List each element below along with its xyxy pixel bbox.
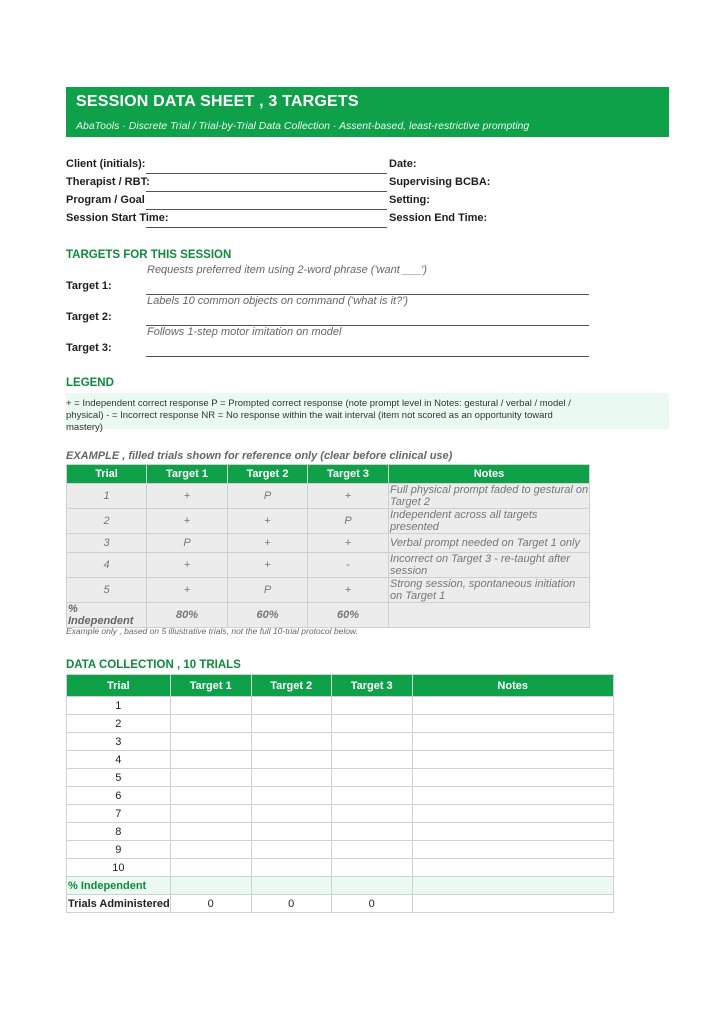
target3-input[interactable] [331,715,412,733]
target2-cell: P [228,484,308,509]
trial-number: 3 [67,733,171,751]
target-underline [146,356,589,357]
data-collection-table [66,674,614,913]
notes-input[interactable] [412,841,613,859]
col-header: Target 3 [331,675,412,697]
trial-number: 10 [67,859,171,877]
target1-cell: + [147,578,228,603]
target2-input[interactable] [251,823,331,841]
example-title: EXAMPLE , filled trials shown for reference only (clear before clinical use) [66,450,453,462]
col-header: Notes [412,675,613,697]
pct-row [67,603,590,628]
notes-input[interactable] [412,751,613,769]
sheet-title: SESSION DATA SHEET , 3 TARGETS [76,93,359,110]
target2-input[interactable] [251,787,331,805]
col-header: Target 3 [308,465,389,484]
trial-cell: 3 [67,534,147,553]
data-collection-heading: DATA COLLECTION , 10 TRIALS [66,659,241,671]
col-header: Target 1 [147,465,228,484]
target-label: Target 1: [66,280,112,292]
table-row [67,769,614,787]
notes-input[interactable] [412,805,613,823]
col-header: Trial [67,465,147,484]
target2-cell: + [228,553,308,578]
admin-target2: 0 [251,895,331,913]
pct-target1: 80% [147,603,228,628]
trial-number: 6 [67,787,171,805]
notes-cell: Strong session, spontaneous initiation on Target 1 [389,578,590,603]
target1-input[interactable] [170,841,251,859]
target3-input[interactable] [331,751,412,769]
table-row [67,805,614,823]
start-time-field[interactable] [146,227,387,228]
notes-cell: Verbal prompt needed on Target 1 only [389,534,590,553]
pct-target3: 60% [308,603,389,628]
end-time-label: Session End Time: [389,212,488,224]
pct-independent-row [67,877,614,895]
target1-input[interactable] [170,715,251,733]
trial-number: 8 [67,823,171,841]
target1-cell: + [147,553,228,578]
target1-input[interactable] [170,805,251,823]
col-header: Notes [389,465,590,484]
bcba-label: Supervising BCBA: [389,176,491,188]
table-row [67,787,614,805]
admin-notes [412,895,613,913]
trial-number: 2 [67,715,171,733]
col-header: Target 1 [170,675,251,697]
target2-cell: + [228,534,308,553]
table-row [67,578,590,603]
notes-cell: Full physical prompt faded to gestural on Target 2 [390,484,589,508]
col-header: Trial [67,675,171,697]
target3-cell: + [308,484,389,509]
target2-input[interactable] [251,715,331,733]
target3-input[interactable] [331,697,412,715]
notes-cell: Independent across all targets presented [389,509,590,534]
table-row [67,534,590,553]
target2-cell: P [228,578,308,603]
target-description: Follows 1-step motor imitation on model [147,326,342,338]
trial-number: 4 [67,751,171,769]
notes-input[interactable] [412,787,613,805]
col-header: Target 2 [251,675,331,697]
target2-input[interactable] [251,733,331,751]
table-row [67,751,614,769]
target1-input[interactable] [170,751,251,769]
target1-cell: P [147,534,228,553]
setting-label: Setting: [389,194,430,206]
start-time-label: Session Start Time: [66,212,169,224]
target3-cell: + [308,578,389,603]
admin-target1: 0 [170,895,251,913]
target2-input[interactable] [251,841,331,859]
header-banner [66,87,669,137]
target3-input[interactable] [331,769,412,787]
pct-target3 [331,877,412,895]
target2-input[interactable] [251,697,331,715]
target3-input[interactable] [331,841,412,859]
pct-notes [389,603,590,628]
pct-target2 [251,877,331,895]
trial-cell: 2 [67,509,147,534]
target3-cell: P [308,509,389,534]
target-label: Target 2: [66,311,112,323]
notes-input[interactable] [412,769,613,787]
target2-cell: + [228,509,308,534]
notes-input[interactable] [412,733,613,751]
trial-number: 9 [67,841,171,859]
table-row [67,841,614,859]
program-label: Program / Goal [66,194,145,206]
legend-box [66,393,669,433]
col-header: Target 2 [228,465,308,484]
target2-input[interactable] [251,751,331,769]
target-description: Labels 10 common objects on command ('what is it?') [147,295,408,307]
legend-heading: LEGEND [66,377,114,389]
session-info [66,156,546,228]
target3-cell: - [308,553,389,578]
targets-heading: TARGETS FOR THIS SESSION [66,249,232,261]
target1-input[interactable] [170,787,251,805]
table-row [67,859,614,877]
target-row-3[interactable] [66,326,589,357]
target2-input[interactable] [251,769,331,787]
pct-label: % Independent [67,603,147,628]
target2-input[interactable] [251,805,331,823]
pct-target1 [170,877,251,895]
notes-input[interactable] [412,715,613,733]
table-row [67,733,614,751]
table-row [67,697,614,715]
table-row [67,823,614,841]
table-row [67,715,614,733]
date-label: Date: [389,158,417,170]
target2-input[interactable] [251,859,331,877]
trial-number: 7 [67,805,171,823]
example-table [66,464,590,628]
target-label: Target 3: [66,342,112,354]
target1-input[interactable] [170,697,251,715]
target-description: Requests preferred item using 2-word phrase ('want ___') [147,264,427,276]
legend-text: + = Independent correct response P = Prompted correct response (note prompt level in Notes: gestural / verbal / model / physical) - = Incorrect response NR = No response within the wait interval (item not scored as an opportunity toward mastery) [66,398,571,433]
notes-cell: Incorrect on Target 3 - re-taught after session [389,553,590,578]
table-row [67,484,590,509]
trial-number: 5 [67,769,171,787]
target3-input[interactable] [331,823,412,841]
target-row-2[interactable] [66,295,589,326]
trial-cell: 5 [67,578,147,603]
target1-input[interactable] [170,733,251,751]
trials-administered-label: Trials Administered [67,895,171,913]
target3-cell: + [308,534,389,553]
pct-notes [412,877,613,895]
admin-target3: 0 [331,895,412,913]
trial-cell: 4 [67,553,147,578]
target1-input[interactable] [170,769,251,787]
notes-input[interactable] [412,697,613,715]
target3-input[interactable] [331,859,412,877]
target1-input[interactable] [170,859,251,877]
example-footnote: Example only , based on 5 illustrative trials, not the full 10-trial protocol below. [66,626,358,636]
target-row-1[interactable] [66,264,589,295]
trial-number: 1 [67,697,171,715]
client-label: Client (initials): [66,158,146,170]
target1-cell: + [147,509,228,534]
trials-administered-row [67,895,614,913]
notes-input[interactable] [412,859,613,877]
target3-input[interactable] [331,805,412,823]
table-row [67,509,590,534]
notes-input[interactable] [412,823,613,841]
pct-independent-label: % Independent [67,877,171,895]
trial-cell: 1 [67,484,147,509]
sheet-subtitle: AbaTools · Discrete Trial / Trial-by-Trial Data Collection · Assent-based, least-restrictive prompting [76,120,530,132]
target1-input[interactable] [170,823,251,841]
target3-input[interactable] [331,733,412,751]
therapist-label: Therapist / RBT: [66,176,150,188]
target1-cell: + [147,484,228,509]
target3-input[interactable] [331,787,412,805]
pct-target2: 60% [228,603,308,628]
table-row [67,553,590,578]
